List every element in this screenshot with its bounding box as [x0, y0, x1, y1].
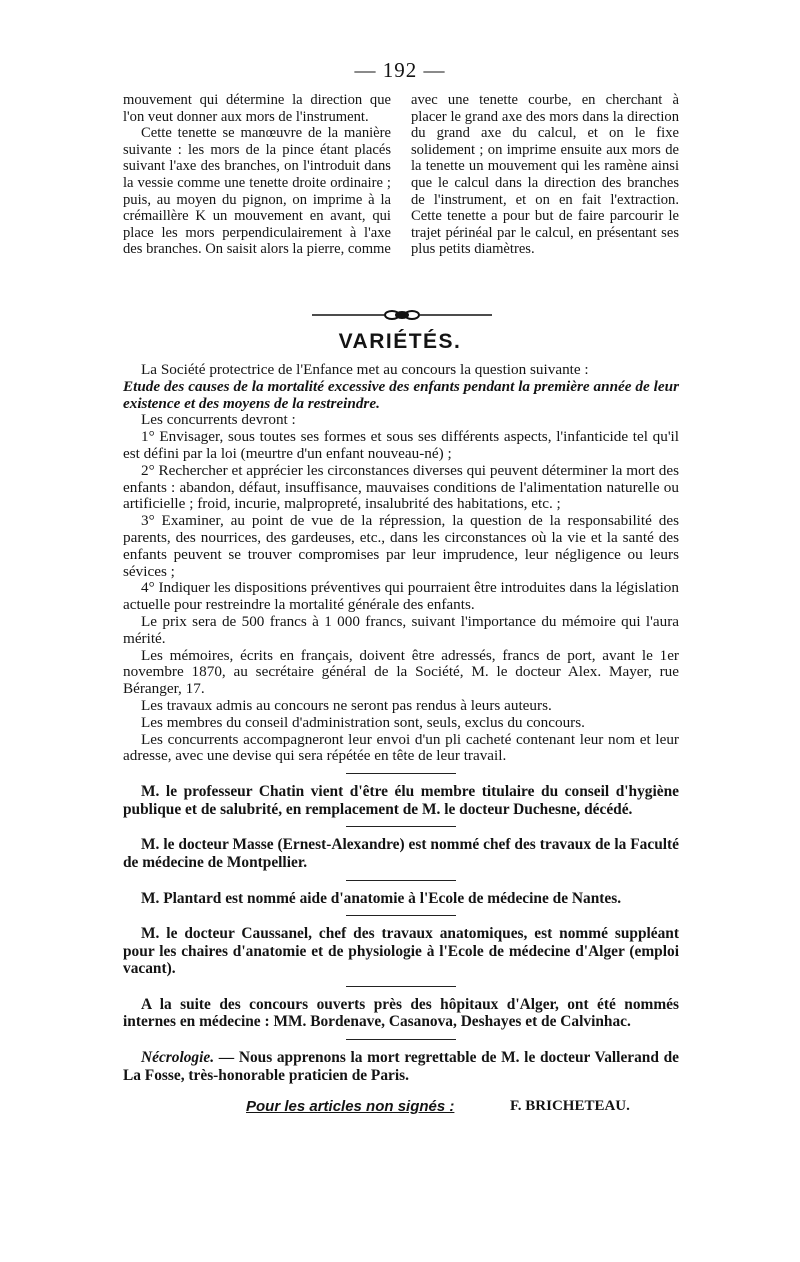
- prize-question: Etude des causes de la mortalité excessive des enfants pendant la première année de leur existence et des moyens de la restreindre.: [123, 377, 679, 412]
- left-column: [123, 92, 391, 258]
- news-item-4: M. le docteur Caussanel, chef des travaux anatomiques, est nommé suppléant pour les chaires d'anatomie et de physiologie à l'Ecole de médecine d'Alger (emploi vacant).: [123, 925, 679, 978]
- prize-intro: La Société protectrice de l'Enfance met au concours la question suivante :: [141, 361, 589, 378]
- news-item-1: M. le professeur Chatin vient d'être élu membre titulaire du conseil d'hygiène publique et de salubrité, en remplacement de M. le docteur Duchesne, décédé.: [123, 783, 679, 818]
- prize-item-2: 2° Rechercher et apprécier les circonstances diverses qui peuvent déterminer la mort des enfants : abandon, défaut, insuffisance, mauvaises conditions de l'alimentation naturelle ou artificielle ; froid, incurie, malpropreté, insalubrité des habitations, etc. ;: [123, 461, 679, 513]
- ornament-divider: [312, 308, 492, 322]
- prize-condition-3: Les travaux admis au concours ne seront pas rendus à leurs auteurs.: [141, 696, 552, 714]
- separator-rule: [346, 773, 456, 774]
- signature-line: [246, 1098, 646, 1116]
- left-paragraph-2: Cette tenette se manœuvre de la manière suivante : les mors de la pince étant placés suivant l'axe des branches, on l'introduit dans la vessie comme une tenette droite ordinaire ; puis, au moyen du pignon, on imprime à la crémaillère K un mouvement en avant, qui place les mors perpendiculairement à l'axe des branches. On saisit alors la pierre, comme: [123, 125, 391, 258]
- signature-label: Pour les articles non signés :: [246, 1098, 455, 1115]
- necrology-paragraph: [123, 1049, 679, 1084]
- section-title: VARIÉTÉS.: [338, 330, 462, 353]
- left-paragraph-1: mouvement qui détermine la direction que l'on veut donner aux mors de l'instrument.: [123, 92, 391, 125]
- prize-item-4: 4° Indiquer les dispositions préventives qui pourraient être introduites dans la législation actuelle pour restreindre la mortalité générale des enfants.: [123, 579, 679, 614]
- right-paragraph-1: avec une tenette courbe, en cherchant à placer le grand axe des mors dans la direction du grand axe du calcul, et on le fixe solidement ; on imprime ensuite aux mors de la tenette un mouvement qui les ramène ainsi que le calcul dans la direction des branches de l'instrument, et on en fait l'extraction. Cette tenette a pour but de faire parcourir le trajet périnéal par le calcul, en présentant ses plus petits diamètres.: [411, 92, 679, 258]
- right-column: [411, 92, 679, 258]
- news-item-2: M. le docteur Masse (Ernest-Alexandre) est nommé chef des travaux de la Faculté de médecine de Montpellier.: [123, 836, 679, 871]
- prize-condition-4: Les membres du conseil d'administration sont, seuls, exclus du concours.: [141, 713, 585, 731]
- separator-rule: [346, 880, 456, 881]
- varietes-body: [123, 362, 679, 1084]
- separator-rule: [346, 915, 456, 916]
- separator-rule: [346, 826, 456, 827]
- prize-item-3: 3° Examiner, au point de vue de la répression, la question de la responsabilité des parents, des nourrices, des gardeuses, etc., dans les circonstances où la vie et la santé des enfants peuvent se trouver compromises par leur imprudence, leur négligence ou leurs sévices ;: [123, 512, 679, 580]
- page-number: — 192 —: [354, 58, 446, 82]
- prize-condition-5: Les concurrents accompagneront leur envoi d'un pli cacheté contenant leur nom et leur adresse, avec une devise qui sera répétée en tête de leur travail.: [123, 730, 679, 765]
- separator-rule: [346, 986, 456, 987]
- news-item-5: A la suite des concours ouverts près des hôpitaux d'Alger, ont été nommés internes en médecine : MM. Bordenave, Casanova, Deshayes et de Calvinhac.: [123, 995, 679, 1031]
- news-item-3: M. Plantard est nommé aide d'anatomie à l'Ecole de médecine de Nantes.: [141, 889, 622, 907]
- prize-lead: Les concurrents devront :: [141, 411, 296, 429]
- necrology-label: Nécrologie.: [141, 1049, 215, 1067]
- necrology-text: — Nous apprenons la mort regrettable de M. le docteur Vallerand de La Fosse, très-honorable praticien de Paris.: [123, 1049, 679, 1084]
- prize-item-1: 1° Envisager, sous toutes ses formes et sous ses différents aspects, l'infanticide tel qu'il est défini par la loi (meurtre d'un enfant nouveau-né) ;: [123, 428, 679, 462]
- prize-condition-1: Le prix sera de 500 francs à 1 000 francs, suivant l'importance du mémoire qui l'aura mérité.: [123, 612, 679, 647]
- separator-rule: [346, 1039, 456, 1040]
- prize-condition-2: Les mémoires, écrits en français, doivent être adressés, francs de port, avant le 1er novembre 1870, au secrétaire général de la Société, M. le docteur Alex. Mayer, rue Béranger, 17.: [123, 646, 679, 698]
- signature-name: F. BRICHETEAU.: [510, 1098, 630, 1114]
